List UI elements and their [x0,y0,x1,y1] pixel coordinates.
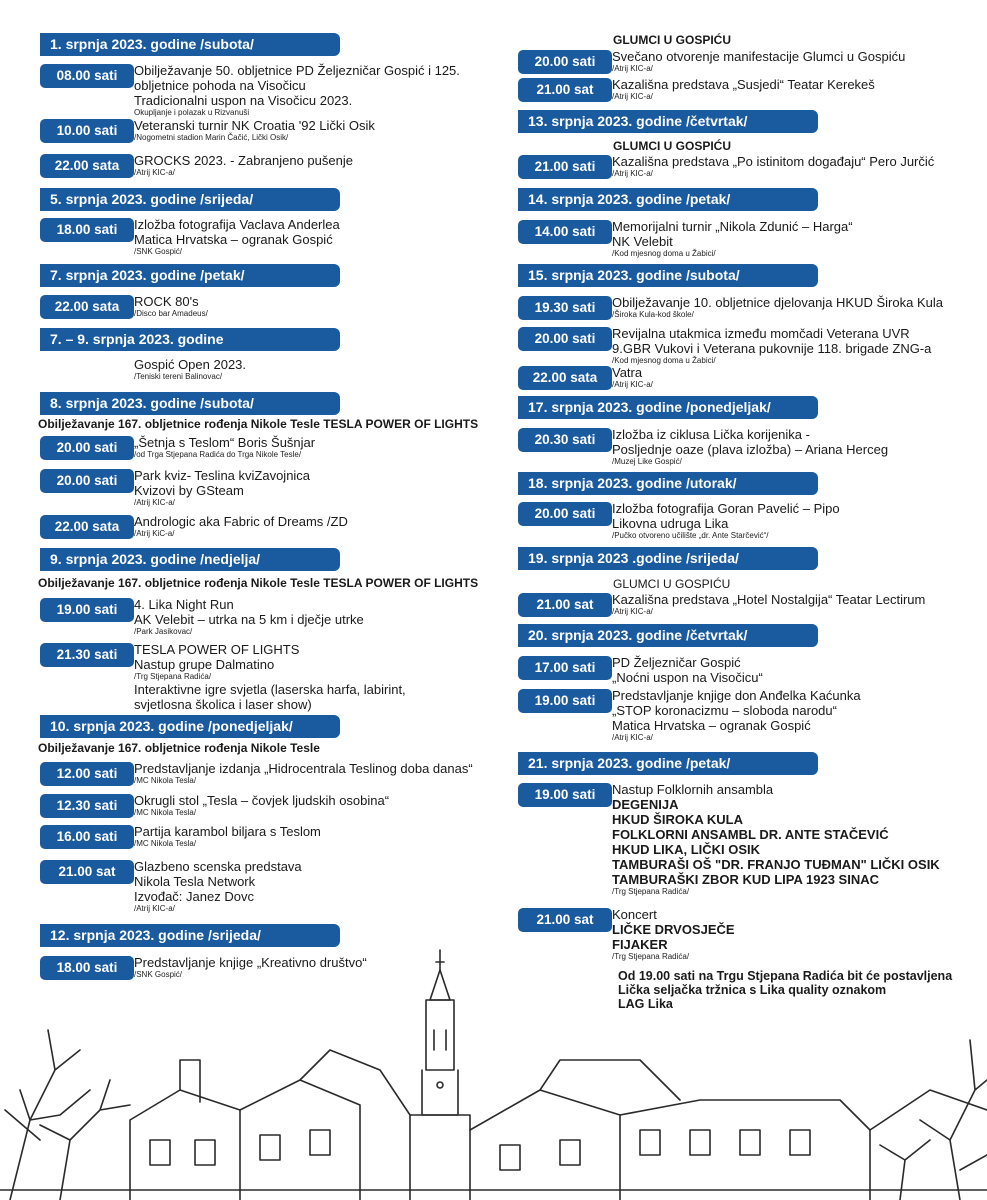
event-title-line: Andrologic aka Fabric of Dreams /ZD [134,514,348,529]
event-title-line: Glazbeno scenska predstava [134,859,302,874]
event-title-line: Predstavljanje knjige „Kreativno društvo“ [134,955,367,970]
event-location: /Disco bar Amadeus/ [134,309,208,318]
time-badge: 21.00 sat [518,908,612,932]
event-title-line: „Noćni uspon na Visočicu“ [612,670,763,685]
event-details [612,782,940,897]
event-title-line: obljetnice pohoda na Visočicu [134,78,306,93]
time-badge: 12.30 sati [40,794,134,818]
event-title-line: 9.GBR Vukovi i Veterana pukovnije 118. brigade ZNG-a [612,341,932,356]
event-details [134,793,389,818]
event-location: /Atrij KiC-a/ [134,529,175,538]
time-badge: 19.30 sati [518,296,612,320]
time-badge: 18.00 sati [40,956,134,980]
event-details [134,63,460,118]
event-title-line: ROCK 80's [134,294,199,309]
event-title-line: Memorijalni turnir „Nikola Zdunić – Harga“ [612,219,853,234]
event-details [134,217,340,257]
event-location: /Trg Stjepana Radića/ [612,887,690,896]
event-location: /Atrij KIC-a/ [134,904,175,913]
section-label: Obilježavanje 167. obljetnice rođenja Nikole Tesle TESLA POWER OF LIGHTS [38,576,479,590]
event-title-line: Svečano otvorenje manifestacije Glumci u Gospiću [612,49,906,64]
event-title-line: FIJAKER [612,937,668,952]
event-details [612,326,931,366]
event-title-line: TAMBURAŠI OŠ "DR. FRANJO TUĐMAN" LIČKI OSIK [612,857,940,872]
event-details [612,219,853,259]
time-badge: 22.00 sata [40,295,134,319]
event-location: /Nogometni stadion Marin Čačić, Lički Osik/ [134,133,289,142]
event-location: /SNK Gospić/ [134,247,183,256]
event-title-line: GROCKS 2023. - Zabranjeno pušenje [134,153,353,168]
note-line: LAG Lika [618,997,673,1011]
event-title-line: Tradicionalni uspon na Visočicu 2023. [134,93,353,108]
time-badge: 22.00 sata [40,515,134,539]
section-label: GLUMCI U GOSPIĆU [613,139,732,153]
event-location: /Atrij KIC-a/ [612,92,653,101]
time-badge: 21.00 sat [40,860,134,884]
event-location: /Atrij KIC-a/ [612,733,653,742]
time-badge: 16.00 sati [40,825,134,849]
event-title-line: Izložba iz ciklusa Lička korijenika - [612,427,810,442]
time-badge: 20.30 sati [518,428,612,452]
event-title-line: Likovna udruga Lika [612,516,729,531]
time-badge: 21.00 sat [518,593,612,617]
event-details [134,859,302,914]
event-title-line: Kvizovi by GSteam [134,483,244,498]
event-location: /Kod mjesnog doma u Žabici/ [612,356,716,365]
event-title-line: Veteranski turnir NK Croatia '92 Lički Osik [134,118,375,133]
event-title-line: Matica Hrvatska – ogranak Gospić [612,718,811,733]
time-badge: 20.00 sati [40,469,134,493]
time-badge: 19.00 sati [40,598,134,622]
event-location: /Atrij KIC-a/ [612,169,653,178]
event-details [612,655,763,685]
event-title-line: Nastup grupe Dalmatino [134,657,275,672]
time-badge: 08.00 sati [40,64,134,88]
event-title-line: „STOP koronacizmu – sloboda narodu“ [612,703,837,718]
event-title-line: Kazališna predstava „Po istinitom događaju“ Pero Jurčić [612,154,935,169]
event-title-line: TAMBURAŠKI ZBOR KUD LIPA 1923 SINAC [612,872,880,887]
event-title-line: DEGENIJA [612,797,679,812]
time-badge: 20.00 sati [518,50,612,74]
event-details [612,427,888,467]
time-badge: 21.00 sati [518,155,612,179]
date-header: 9. srpnja 2023. godine /nedjelja/ [40,548,340,571]
date-header: 10. srpnja 2023. godine /ponedjeljak/ [40,715,340,738]
event-details [134,514,348,539]
section-label: Obilježavanje 167. obljetnice rođenja Nikole Tesle TESLA POWER OF LIGHTS [38,417,479,431]
time-badge: 21.00 sat [518,78,612,102]
event-details [612,365,653,390]
time-badge: 20.00 sati [518,502,612,526]
time-badge: 10.00 sati [40,119,134,143]
event-location: /Trg Stjepana Radića/ [134,672,212,681]
time-badge: 19.00 sati [518,689,612,713]
date-header: 7. – 9. srpnja 2023. godine [40,328,340,351]
event-title-line: Obilježavanje 10. obljetnice djelovanja HKUD Široka Kula [612,295,943,310]
event-location: /Trg Stjepana Radića/ [612,952,690,961]
time-badge: 19.00 sati [518,783,612,807]
event-location: /Atrij KIC-a/ [134,168,175,177]
event-title-line: NK Velebit [612,234,673,249]
event-location: /MC Nikola Tesla/ [134,839,197,848]
event-details [134,761,473,786]
time-badge: 12.00 sati [40,762,134,786]
event-title-line: Park kviz- Teslina kviZavojnica [134,468,311,483]
event-title-line: Izvođač: Janez Dovc [134,889,254,904]
event-title-line: Obilježavanje 50. obljetnice PD Željezničar Gospić i 125. [134,63,460,78]
event-title-line: Nastup Folklornih ansambla [612,782,774,797]
event-location: /MC Nikola Tesla/ [134,776,197,785]
note-line: Od 19.00 sati na Trgu Stjepana Radića bit će postavljena [618,969,953,983]
event-title-line: Gospić Open 2023. [134,357,247,372]
event-title-line: Koncert [612,907,657,922]
date-header: 21. srpnja 2023. godine /petak/ [518,752,818,775]
date-header: 20. srpnja 2023. godine /četvrtak/ [518,624,818,647]
event-extra-line: Interaktivne igre svjetla (laserska harfa, labirint, [134,682,406,697]
date-header: 14. srpnja 2023. godine /petak/ [518,188,818,211]
event-details [612,154,934,179]
event-title-line: Kazališna predstava „Susjedi“ Teatar Kerekeš [612,77,875,92]
event-extra-line: svjetlosna školica i laser show) [134,697,312,712]
event-title-line: Predstavljanje izdanja „Hidrocentrala Teslinog doba danas“ [134,761,473,776]
event-title-line: Predstavljanje knjige don Anđelka Kaćunka [612,688,861,703]
date-header: 15. srpnja 2023. godine /subota/ [518,264,818,287]
event-title-line: HKUD ŠIROKA KULA [612,812,743,827]
date-header: 5. srpnja 2023. godine /srijeda/ [40,188,340,211]
event-details [134,468,310,508]
event-title-line: Izložba fotografija Goran Pavelić – Pipo [612,501,840,516]
date-header: 13. srpnja 2023. godine /četvrtak/ [518,110,818,133]
event-title-line: HKUD LIKA, LIČKI OSIK [612,842,761,857]
event-title-line: Kazališna predstava „Hotel Nostalgija“ Teatar Lectirum [612,592,926,607]
event-details [134,642,406,712]
event-title-line: Revijalna utakmica između momčadi Veterana UVR [612,326,910,341]
event-details [612,501,840,541]
time-badge: 22.00 sata [40,154,134,178]
date-header: 8. srpnja 2023. godine /subota/ [40,392,340,415]
event-title-line: PD Željezničar Gospić [612,655,741,670]
event-location: /Pučko otvoreno učilište „dr. Ante Starčević“/ [612,531,769,540]
event-details [612,688,861,743]
time-badge: 14.00 sati [518,220,612,244]
event-details [134,597,364,637]
event-title-line: AK Velebit – utrka na 5 km i dječje utrke [134,612,364,627]
event-location: /Park Jasikovac/ [134,627,193,636]
date-header: 7. srpnja 2023. godine /petak/ [40,264,340,287]
event-location: /Atrij KIC-a/ [612,607,653,616]
event-details [612,592,925,617]
event-details [134,294,208,319]
event-location: /Atrij KIC-a/ [612,64,653,73]
section-label: Obilježavanje 167. obljetnice rođenja Nikole Tesle [38,741,320,755]
event-title-line: „Šetnja s Teslom“ Boris Šušnjar [134,435,316,450]
date-header: 1. srpnja 2023. godine /subota/ [40,33,340,56]
event-details [612,77,875,102]
event-details [612,295,943,320]
date-header: 17. srpnja 2023. godine /ponedjeljak/ [518,396,818,419]
event-location: /Kod mjesnog doma u Žabici/ [612,249,716,258]
date-header: 18. srpnja 2023. godine /utorak/ [518,472,818,495]
time-badge: 21.30 sati [40,643,134,667]
event-location: /Atrij KIC-a/ [134,498,175,507]
event-details [134,153,353,178]
event-details [134,357,246,382]
event-location: /SNK Gospić/ [134,970,183,979]
event-location: /od Trga Stjepana Radića do Trga Nikole Tesle/ [134,450,302,459]
section-label: GLUMCI U GOSPIĆU [613,33,732,47]
event-title-line: TESLA POWER OF LIGHTS [134,642,300,657]
time-badge: 20.00 sati [40,436,134,460]
event-details [134,435,315,460]
event-details [134,824,321,849]
time-badge: 22.00 sata [518,366,612,390]
event-details [612,49,905,74]
event-title-line: Partija karambol biljara s Teslom [134,824,321,839]
time-badge: 18.00 sati [40,218,134,242]
time-badge: 20.00 sati [518,327,612,351]
event-title-line: FOLKLORNI ANSAMBL DR. ANTE STAČEVIĆ [612,827,889,842]
event-title-line: LIČKE DRVOSJEČE [612,922,735,937]
event-title-line: Matica Hrvatska – ogranak Gospić [134,232,333,247]
event-location: /MC Nikola Tesla/ [134,808,197,817]
event-title-line: Nikola Tesla Network [134,874,256,889]
event-location: /Muzej Like Gospić/ [612,457,682,466]
town-skyline-illustration [0,940,987,1200]
event-title-line: Okrugli stol „Tesla – čovjek ljudskih osobina“ [134,793,390,808]
event-location: Okupljanje i polazak u Rizvanuši [134,108,250,117]
time-badge: 17.00 sati [518,656,612,680]
event-title-line: Izložba fotografija Vaclava Anderlea [134,217,340,232]
date-header: 12. srpnja 2023. godine /srijeda/ [40,924,340,947]
event-title-line: 4. Lika Night Run [134,597,234,612]
event-title-line: Vatra [612,365,643,380]
event-location: /Atrij KIC-a/ [612,380,653,389]
event-location: /Teniski tereni Balinovac/ [134,372,223,381]
event-location: /Široka Kula-kod škole/ [612,310,694,319]
note-line: Lička seljačka tržnica s Lika quality oznakom [618,983,887,997]
event-title-line: Posljednje oaze (plava izložba) – Ariana Herceg [612,442,889,457]
event-details [134,118,375,143]
section-label: GLUMCI U GOSPIĆU [613,577,731,591]
date-header: 19. srpnja 2023 .godine /srijeda/ [518,547,818,570]
